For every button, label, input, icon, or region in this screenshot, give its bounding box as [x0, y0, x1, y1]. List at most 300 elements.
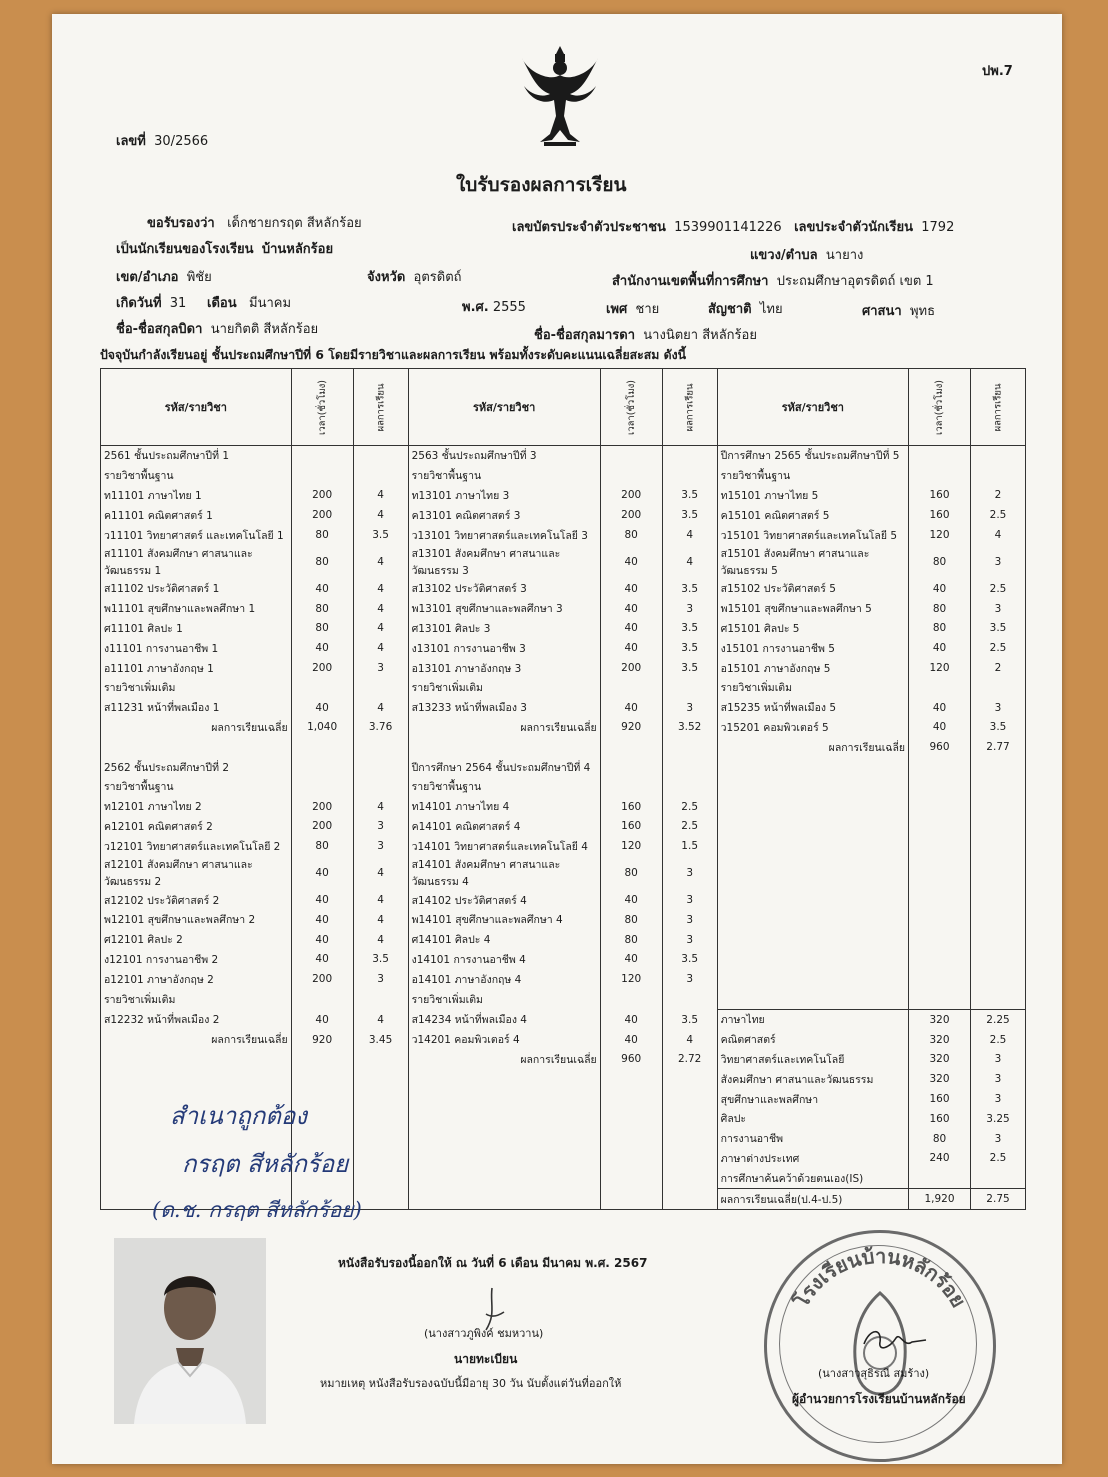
grade-cell: 3.52	[662, 718, 717, 738]
subject-cell: ว12101 วิทยาศาสตร์และเทคโนโลยี 2	[101, 836, 292, 856]
table-row	[101, 757, 1026, 777]
subject-cell	[408, 1109, 600, 1129]
subject-cell: ท11101 ภาษาไทย 1	[101, 486, 292, 506]
hours-cell	[291, 1050, 353, 1070]
subject-cell	[717, 856, 908, 890]
subject-cell: ผลการเรียนเฉลี่ย	[101, 1030, 292, 1050]
subject-cell: อ13101 ภาษาอังกฤษ 3	[408, 658, 600, 678]
col-grade-2: ผลการเรียน	[662, 369, 717, 446]
table-row	[101, 737, 1026, 757]
grade-cell: 3.5	[662, 619, 717, 639]
grade-cell	[970, 678, 1025, 698]
table-row	[101, 579, 1026, 599]
hours-cell	[909, 1168, 971, 1188]
subject-cell	[717, 950, 908, 970]
handwritten-certified-copy: สำเนาถูกต้อง	[170, 1102, 307, 1130]
hours-cell	[909, 856, 971, 890]
grade-cell	[662, 678, 717, 698]
grade-cell	[353, 1089, 408, 1109]
hours-cell: 120	[909, 658, 971, 678]
grade-cell: 3	[662, 910, 717, 930]
table-row	[101, 599, 1026, 619]
hours-cell	[909, 910, 971, 930]
table-row	[101, 950, 1026, 970]
hours-cell	[600, 446, 662, 466]
grade-cell: 3	[353, 836, 408, 856]
grade-cell: 3.5	[970, 619, 1025, 639]
hours-cell	[909, 969, 971, 989]
grade-cell: 4	[662, 545, 717, 579]
grade-cell: 4	[353, 1009, 408, 1029]
hours-cell: 320	[909, 1009, 971, 1029]
subject-cell: ส15101 สังคมศึกษา ศาสนาและวัฒนธรรม 5	[717, 545, 908, 579]
grade-cell: 3.5	[662, 486, 717, 506]
grade-cell: 3	[662, 698, 717, 718]
table-row	[101, 698, 1026, 718]
religion-line: ศาสนา พุทธ	[862, 304, 936, 319]
grade-cell: 3.76	[353, 718, 408, 738]
hours-cell: 80	[291, 545, 353, 579]
director-name: (นางสาวสุธิรณี สมร้าง)	[818, 1367, 930, 1380]
father-line: ชื่อ-ชื่อสกุลบิดา นายกิตติ สีหลักร้อย	[116, 322, 319, 337]
subject-cell: สังคมศึกษา ศาสนาและวัฒนธรรม	[717, 1069, 908, 1089]
grade-cell	[970, 466, 1025, 486]
subject-cell: ง15101 การงานอาชีพ 5	[717, 638, 908, 658]
grade-cell	[353, 757, 408, 777]
hours-cell: 200	[600, 658, 662, 678]
mother-line: ชื่อ-ชื่อสกุลมารดา นางนิตยา สีหลักร้อย	[534, 328, 757, 343]
subject-cell: ว15101 วิทยาศาสตร์และเทคโนโลยี 5	[717, 525, 908, 545]
grade-cell: 3	[662, 856, 717, 890]
grade-cell	[970, 797, 1025, 817]
subject-cell	[408, 1069, 600, 1089]
registrar-name: (นางสาวภูพิงค์ ชมหวาน)	[424, 1327, 544, 1340]
grade-cell: 1.5	[662, 836, 717, 856]
hours-cell: 80	[291, 599, 353, 619]
subject-cell: รายวิชาเพิ่มเติม	[408, 678, 600, 698]
hours-cell	[909, 797, 971, 817]
col-grade-3: ผลการเรียน	[970, 369, 1025, 446]
student-photo	[114, 1238, 266, 1424]
table-row	[101, 890, 1026, 910]
subject-cell: ว13101 วิทยาศาสตร์และเทคโนโลยี 3	[408, 525, 600, 545]
table-row	[101, 817, 1026, 837]
certify-line: ขอรับรองว่า เด็กชายกรฤต สีหลักร้อย	[147, 216, 362, 231]
grade-cell: 3	[353, 969, 408, 989]
hours-cell: 80	[291, 525, 353, 545]
subject-cell	[408, 1149, 600, 1169]
subject-cell: รายวิชาเพิ่มเติม	[408, 989, 600, 1009]
grade-cell	[970, 777, 1025, 797]
subject-cell: รายวิชาพื้นฐาน	[101, 777, 292, 797]
grade-cell: 3	[662, 599, 717, 619]
grade-cell	[970, 969, 1025, 989]
table-row	[101, 446, 1026, 466]
hours-cell	[600, 678, 662, 698]
subject-cell: ส12232 หน้าที่พลเมือง 2	[101, 1009, 292, 1029]
grade-cell: 4	[353, 486, 408, 506]
grade-cell	[970, 930, 1025, 950]
hours-cell: 40	[600, 698, 662, 718]
subject-cell: ส14102 ประวัติศาสตร์ 4	[408, 890, 600, 910]
hours-cell: 200	[600, 486, 662, 506]
hours-cell: 200	[291, 817, 353, 837]
validity-note: หมายเหตุ หนังสือรับรองฉบับนี้มีอายุ 30 วัน นับตั้งแต่วันที่ออกให้	[320, 1377, 622, 1390]
hours-cell	[291, 777, 353, 797]
handwritten-signature: กรฤต สีหลักร้อย	[182, 1150, 349, 1178]
subject-cell: ค13101 คณิตศาสตร์ 3	[408, 505, 600, 525]
grade-cell	[970, 1168, 1025, 1188]
hours-cell	[909, 777, 971, 797]
grade-cell	[970, 757, 1025, 777]
subject-cell: ส13233 หน้าที่พลเมือง 3	[408, 698, 600, 718]
grade-cell: 2.72	[662, 1050, 717, 1070]
subject-cell: ส13102 ประวัติศาสตร์ 3	[408, 579, 600, 599]
subject-cell: ง12101 การงานอาชีพ 2	[101, 950, 292, 970]
table-row	[101, 777, 1026, 797]
grade-cell: 4	[970, 525, 1025, 545]
hours-cell: 40	[291, 1009, 353, 1029]
hours-cell	[909, 989, 971, 1009]
subject-cell: ศ15101 ศิลปะ 5	[717, 619, 908, 639]
subject-cell	[408, 1168, 600, 1188]
hours-cell	[909, 678, 971, 698]
subject-cell: สุขศึกษาและพลศึกษา	[717, 1089, 908, 1109]
table-row	[101, 989, 1026, 1009]
hours-cell	[291, 757, 353, 777]
grade-cell	[662, 466, 717, 486]
subject-cell: ว14101 วิทยาศาสตร์และเทคโนโลยี 4	[408, 836, 600, 856]
grade-cell	[353, 678, 408, 698]
subject-cell: อ11101 ภาษาอังกฤษ 1	[101, 658, 292, 678]
subject-cell: ผลการเรียนเฉลี่ย	[717, 737, 908, 757]
grade-cell: 4	[353, 797, 408, 817]
hours-cell: 200	[600, 505, 662, 525]
hours-cell: 40	[291, 579, 353, 599]
grade-cell: 4	[353, 890, 408, 910]
sex-line: เพศ ชาย	[606, 302, 660, 317]
subject-cell: 2561 ชั้นประถมศึกษาปีที่ 1	[101, 446, 292, 466]
subject-cell	[717, 836, 908, 856]
nationality-line: สัญชาติ ไทย	[708, 302, 783, 317]
grade-cell: 3.5	[970, 718, 1025, 738]
subject-cell	[717, 817, 908, 837]
hours-cell	[291, 678, 353, 698]
page-title: ใบรับรองผลการเรียน	[456, 174, 627, 196]
hours-cell: 160	[600, 817, 662, 837]
subject-cell: อ12101 ภาษาอังกฤษ 2	[101, 969, 292, 989]
hours-cell: 960	[909, 737, 971, 757]
subject-cell: ศ14101 ศิลปะ 4	[408, 930, 600, 950]
grade-cell: 3	[970, 1129, 1025, 1149]
hours-cell: 160	[600, 797, 662, 817]
grade-cell: 3	[662, 969, 717, 989]
subject-cell: ค12101 คณิตศาสตร์ 2	[101, 817, 292, 837]
grade-cell	[970, 910, 1025, 930]
subject-cell: รายวิชาเพิ่มเติม	[101, 989, 292, 1009]
grade-cell: 2.75	[970, 1189, 1025, 1210]
subject-cell: 2562 ชั้นประถมศึกษาปีที่ 2	[101, 757, 292, 777]
seal-text: โรงเรียนบ้านหลักร้อย	[789, 1243, 971, 1312]
grade-cell: 2.5	[970, 1030, 1025, 1050]
table-row	[101, 1050, 1026, 1070]
hours-cell: 40	[600, 1030, 662, 1050]
hours-cell	[600, 1109, 662, 1129]
table-row	[101, 638, 1026, 658]
grade-cell	[353, 1149, 408, 1169]
subject-cell: ง13101 การงานอาชีพ 3	[408, 638, 600, 658]
hours-cell	[291, 466, 353, 486]
subject-cell: ศ12101 ศิลปะ 2	[101, 930, 292, 950]
col-hours-2: เวลา(ชั่วโมง)	[600, 369, 662, 446]
hours-cell	[291, 989, 353, 1009]
grade-cell	[353, 737, 408, 757]
hours-cell: 40	[600, 1009, 662, 1029]
grade-cell	[662, 1149, 717, 1169]
grade-cell	[970, 989, 1025, 1009]
subject-cell	[717, 757, 908, 777]
subject-cell: ผลการเรียนเฉลี่ย(ป.4-ป.5)	[717, 1189, 908, 1210]
hours-cell	[600, 1168, 662, 1188]
birth-line: เกิดวันที่ 31 เดือน มีนาคม	[116, 296, 292, 311]
hours-cell	[291, 737, 353, 757]
table-row	[101, 1009, 1026, 1029]
hours-cell: 40	[600, 890, 662, 910]
subject-cell: ว15201 คอมพิวเตอร์ 5	[717, 718, 908, 738]
grade-cell	[970, 446, 1025, 466]
subject-cell: พ11101 สุขศึกษาและพลศึกษา 1	[101, 599, 292, 619]
director-title: ผู้อำนวยการโรงเรียนบ้านหลักร้อย	[792, 1392, 966, 1406]
handwritten-name: (ด.ช. กรฤต สีหลักร้อย)	[152, 1198, 362, 1222]
grade-cell: 3.5	[662, 505, 717, 525]
subject-cell: ส14234 หน้าที่พลเมือง 4	[408, 1009, 600, 1029]
doc-number: เลขที่ 30/2566	[116, 134, 209, 149]
hours-cell: 40	[291, 910, 353, 930]
hours-cell	[291, 1069, 353, 1089]
statement: ปัจจุบันกำลังเรียนอยู่ ชั้นประถมศึกษาปีที่ 6 โดยมีรายวิชาและผลการเรียน พร้อมทั้งระดับคะแนนเฉลี่ยสะสม ดังนี้	[100, 348, 687, 362]
grade-cell: 4	[353, 579, 408, 599]
subject-cell: ส12101 สังคมศึกษา ศาสนาและวัฒนธรรม 2	[101, 856, 292, 890]
hours-cell: 40	[291, 638, 353, 658]
grade-cell: 3.25	[970, 1109, 1025, 1129]
hours-cell	[600, 1189, 662, 1210]
subject-cell	[408, 1129, 600, 1149]
district-line: เขต/อำเภอ พิชัย	[116, 270, 212, 285]
hours-cell: 80	[291, 619, 353, 639]
col-hours-1: เวลา(ชั่วโมง)	[291, 369, 353, 446]
grade-cell: 2	[970, 658, 1025, 678]
hours-cell	[600, 989, 662, 1009]
grade-cell: 3.5	[353, 525, 408, 545]
grade-cell	[353, 1050, 408, 1070]
grade-cell	[970, 856, 1025, 890]
hours-cell: 920	[600, 718, 662, 738]
hours-cell: 40	[600, 950, 662, 970]
subject-cell: พ14101 สุขศึกษาและพลศึกษา 4	[408, 910, 600, 930]
hours-cell: 120	[909, 525, 971, 545]
table-row	[101, 1030, 1026, 1050]
hours-cell: 40	[291, 950, 353, 970]
subject-cell: ท13101 ภาษาไทย 3	[408, 486, 600, 506]
hours-cell	[909, 446, 971, 466]
subject-cell	[101, 1050, 292, 1070]
registrar-title: นายทะเบียน	[454, 1352, 518, 1366]
hours-cell: 40	[600, 579, 662, 599]
subject-cell	[408, 1089, 600, 1109]
subject-cell: การศึกษาค้นคว้าด้วยตนเอง(IS)	[717, 1168, 908, 1188]
hours-cell	[909, 890, 971, 910]
subject-cell: การงานอาชีพ	[717, 1129, 908, 1149]
grade-cell: 4	[353, 930, 408, 950]
hours-cell: 40	[600, 619, 662, 639]
subject-cell: ศ13101 ศิลปะ 3	[408, 619, 600, 639]
subject-cell	[101, 1069, 292, 1089]
hours-cell: 200	[291, 969, 353, 989]
grade-cell: 3	[353, 658, 408, 678]
hours-cell	[600, 1069, 662, 1089]
subject-cell: ภาษาต่างประเทศ	[717, 1149, 908, 1169]
table-row	[101, 678, 1026, 698]
subject-cell: ส15235 หน้าที่พลเมือง 5	[717, 698, 908, 718]
table-row	[101, 505, 1026, 525]
grade-cell	[353, 1109, 408, 1129]
office-line: สำนักงานเขตพื้นที่การศึกษา ประถมศึกษาอุตรดิตถ์ เขต 1	[612, 274, 934, 289]
hours-cell: 240	[909, 1149, 971, 1169]
subject-cell: รายวิชาพื้นฐาน	[408, 466, 600, 486]
subject-cell	[717, 969, 908, 989]
subject-cell: ง11101 การงานอาชีพ 1	[101, 638, 292, 658]
hours-cell: 80	[909, 599, 971, 619]
subject-cell: ท12101 ภาษาไทย 2	[101, 797, 292, 817]
table-row	[101, 486, 1026, 506]
subject-cell: พ13101 สุขศึกษาและพลศึกษา 3	[408, 599, 600, 619]
hours-cell	[909, 757, 971, 777]
form-code: ปพ.7	[982, 64, 1013, 79]
grades-table	[100, 368, 1026, 1210]
hours-cell: 40	[909, 698, 971, 718]
birth-year: พ.ศ. 2555	[462, 300, 526, 315]
grade-cell	[970, 890, 1025, 910]
grade-cell: 2.5	[970, 638, 1025, 658]
grade-cell: 2.25	[970, 1009, 1025, 1029]
hours-cell: 40	[600, 545, 662, 579]
hours-cell: 160	[909, 1089, 971, 1109]
hours-cell: 160	[909, 505, 971, 525]
hours-cell: 120	[600, 969, 662, 989]
grade-cell	[353, 1129, 408, 1149]
subject-cell	[717, 890, 908, 910]
grade-cell	[662, 1109, 717, 1129]
hours-cell: 40	[909, 718, 971, 738]
hours-cell	[600, 1129, 662, 1149]
table-row	[101, 1069, 1026, 1089]
grade-cell: 4	[353, 505, 408, 525]
hours-cell	[909, 466, 971, 486]
table-row	[101, 545, 1026, 579]
hours-cell: 80	[600, 856, 662, 890]
subject-cell	[717, 930, 908, 950]
subject-cell: พ12101 สุขศึกษาและพลศึกษา 2	[101, 910, 292, 930]
subject-cell: วิทยาศาสตร์และเทคโนโลยี	[717, 1050, 908, 1070]
grade-cell	[353, 1168, 408, 1188]
col-grade-1: ผลการเรียน	[353, 369, 408, 446]
director-signature	[860, 1324, 930, 1354]
hours-cell	[909, 930, 971, 950]
hours-cell: 40	[291, 930, 353, 950]
table-row	[101, 619, 1026, 639]
subject-cell: อ14101 ภาษาอังกฤษ 4	[408, 969, 600, 989]
province-line: จังหวัด อุตรดิตถ์	[367, 270, 462, 285]
subject-cell: ศ11101 ศิลปะ 1	[101, 619, 292, 639]
grade-cell: 3.5	[662, 658, 717, 678]
subject-cell	[408, 737, 600, 757]
subject-cell: ปีการศึกษา 2565 ชั้นประถมศึกษาปีที่ 5	[717, 446, 908, 466]
grade-cell: 4	[353, 619, 408, 639]
table-row	[101, 525, 1026, 545]
grade-cell: 4	[353, 698, 408, 718]
grade-cell	[353, 777, 408, 797]
subject-cell: รายวิชาพื้นฐาน	[408, 777, 600, 797]
subdistrict-line: แขวง/ตำบล นายาง	[750, 248, 864, 263]
hours-cell: 320	[909, 1050, 971, 1070]
col-subject-3: รหัส/รายวิชา	[717, 369, 908, 446]
grade-cell: 2.5	[970, 579, 1025, 599]
grade-cell: 2.5	[970, 505, 1025, 525]
subject-cell: อ15101 ภาษาอังกฤษ 5	[717, 658, 908, 678]
grade-cell: 3.5	[662, 579, 717, 599]
hours-cell: 920	[291, 1030, 353, 1050]
subject-cell: ผลการเรียนเฉลี่ย	[408, 718, 600, 738]
subject-cell: ท15101 ภาษาไทย 5	[717, 486, 908, 506]
grade-cell: 4	[353, 545, 408, 579]
grade-cell	[353, 446, 408, 466]
subject-cell	[408, 1189, 600, 1210]
hours-cell: 80	[909, 545, 971, 579]
subject-cell: ส11231 หน้าที่พลเมือง 1	[101, 698, 292, 718]
subject-cell: ส12102 ประวัติศาสตร์ 2	[101, 890, 292, 910]
grade-cell	[662, 757, 717, 777]
table-row	[101, 836, 1026, 856]
subject-cell: ผลการเรียนเฉลี่ย	[408, 1050, 600, 1070]
hours-cell: 40	[291, 856, 353, 890]
hours-cell	[600, 1089, 662, 1109]
subject-cell: ภาษาไทย	[717, 1009, 908, 1029]
hours-cell: 80	[291, 836, 353, 856]
grade-cell: 4	[353, 856, 408, 890]
subject-cell: ง14101 การงานอาชีพ 4	[408, 950, 600, 970]
subject-cell: ค15101 คณิตศาสตร์ 5	[717, 505, 908, 525]
grade-cell	[662, 1089, 717, 1109]
subject-cell: ผลการเรียนเฉลี่ย	[101, 718, 292, 738]
subject-cell	[717, 910, 908, 930]
grade-cell: 3.5	[353, 950, 408, 970]
grade-cell	[662, 1189, 717, 1210]
garuda-emblem	[520, 42, 600, 152]
subject-cell: ส14101 สังคมศึกษา ศาสนาและวัฒนธรรม 4	[408, 856, 600, 890]
grade-cell: 3	[353, 817, 408, 837]
hours-cell: 320	[909, 1069, 971, 1089]
hours-cell: 160	[909, 1109, 971, 1129]
grade-cell: 3	[662, 890, 717, 910]
school-line: เป็นนักเรียนของโรงเรียน บ้านหลักร้อย	[116, 242, 334, 257]
subject-cell: ส11101 สังคมศึกษา ศาสนาและวัฒนธรรม 1	[101, 545, 292, 579]
grade-cell: 2.5	[970, 1149, 1025, 1169]
grade-cell	[662, 446, 717, 466]
grade-cell: 3.5	[662, 638, 717, 658]
col-subject-2: รหัส/รายวิชา	[408, 369, 600, 446]
table-row	[101, 466, 1026, 486]
grade-cell	[353, 1069, 408, 1089]
